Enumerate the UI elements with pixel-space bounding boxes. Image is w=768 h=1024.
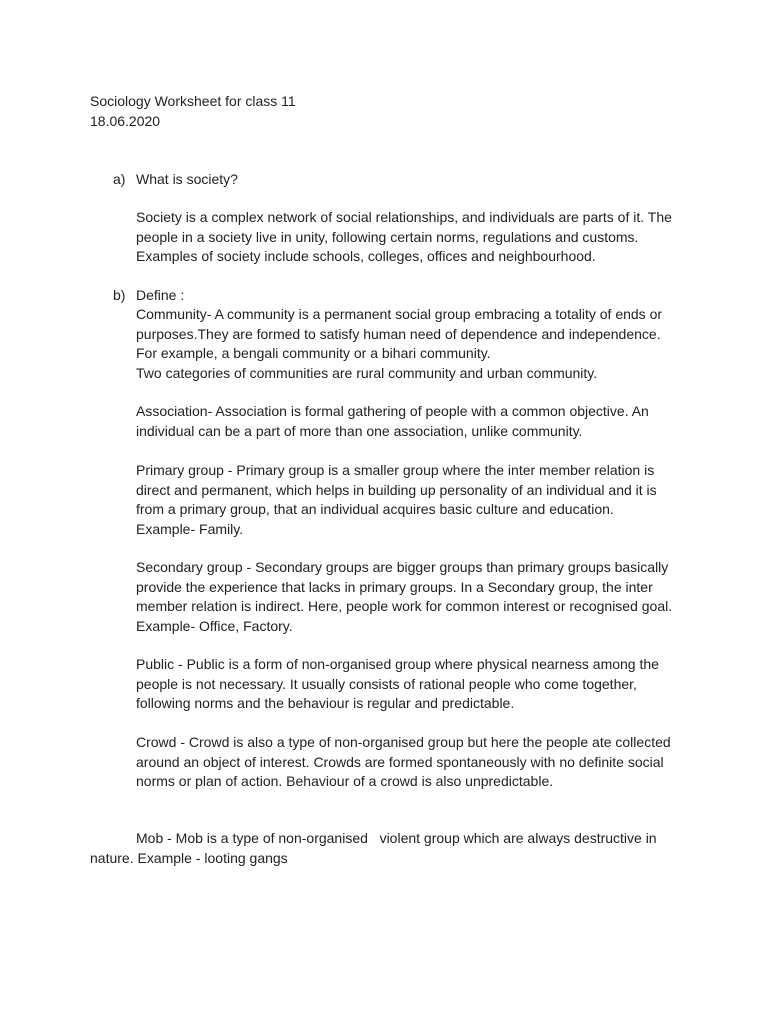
definition-line: provide the experience that lacks in primary groups. In a Secondary group, the inter [136, 578, 653, 595]
definition-association [136, 402, 696, 441]
definition-primary-group [136, 461, 696, 539]
definition-mob-line-1: Mob - Mob is a type of non-organised violent group which are always destructive in [136, 830, 657, 846]
definition-public [136, 655, 696, 714]
definition-line: Example- Family. [136, 520, 244, 537]
definition-line: individual can be a part of more than one association, unlike community. [136, 422, 583, 439]
definition-line: Crowd - Crowd is also a type of non-organised group but here the people ate collected [136, 734, 671, 750]
worksheet-date: 18.06.2020 [90, 113, 161, 129]
definition-line: Example- Office, Factory. [136, 617, 293, 634]
definition-line: people is not necessary. It usually consists of rational people who come together, [136, 675, 637, 692]
answer-line: Examples of society include schools, colleges, offices and neighbourhood. [136, 248, 596, 264]
worksheet-title: Sociology Worksheet for class 11 [90, 93, 296, 109]
definition-line: Two categories of communities are rural community and urban community. [136, 364, 598, 381]
definition-line: purposes.They are formed to satisfy human need of dependence and independence. [136, 325, 661, 342]
definition-line: Public - Public is a form of non-organised group where physical nearness among the [136, 656, 659, 672]
definition-line: Primary group - Primary group is a smaller group where the inter member relation is [136, 462, 655, 478]
question-b-prompt: Define : [136, 287, 185, 303]
definition-line: Association- Association is formal gathering of people with a common objective. An [136, 403, 649, 419]
question-b-marker: b) [113, 287, 126, 303]
definition-line: direct and permanent, which helps in building up personality of an individual and it is [136, 481, 657, 498]
definition-secondary-group [136, 558, 696, 636]
answer-line: Society is a complex network of social relationships, and individuals are parts of it. The [136, 209, 672, 225]
question-a-answer [136, 208, 696, 267]
definition-line: following norms and the behaviour is regular and predictable. [136, 695, 515, 711]
definition-community [136, 305, 696, 383]
definition-crowd [136, 733, 696, 792]
definition-line: member relation is indirect. Here, people work for common interest or recognised goal. [136, 598, 673, 614]
question-a-prompt: What is society? [136, 171, 238, 187]
question-a-marker: a) [113, 171, 126, 187]
definition-line: around an object of interest. Crowds are formed spontaneously with no definite social [136, 753, 664, 770]
definition-line: For example, a bengali community or a bihari community. [136, 345, 491, 361]
answer-line: people in a society live in unity, following certain norms, regulations and customs. [136, 228, 639, 245]
definition-mob-line-2: nature. Example - looting gangs [90, 850, 288, 866]
definition-line: Secondary group - Secondary groups are bigger groups than primary groups basically [136, 559, 669, 575]
definition-line: Community- A community is a permanent social group embracing a totality of ends or [136, 306, 663, 322]
definition-line: norms or plan of action. Behaviour of a crowd is also unpredictable. [136, 773, 554, 789]
definition-line: from a primary group, that an individual acquires basic culture and education. [136, 501, 614, 517]
